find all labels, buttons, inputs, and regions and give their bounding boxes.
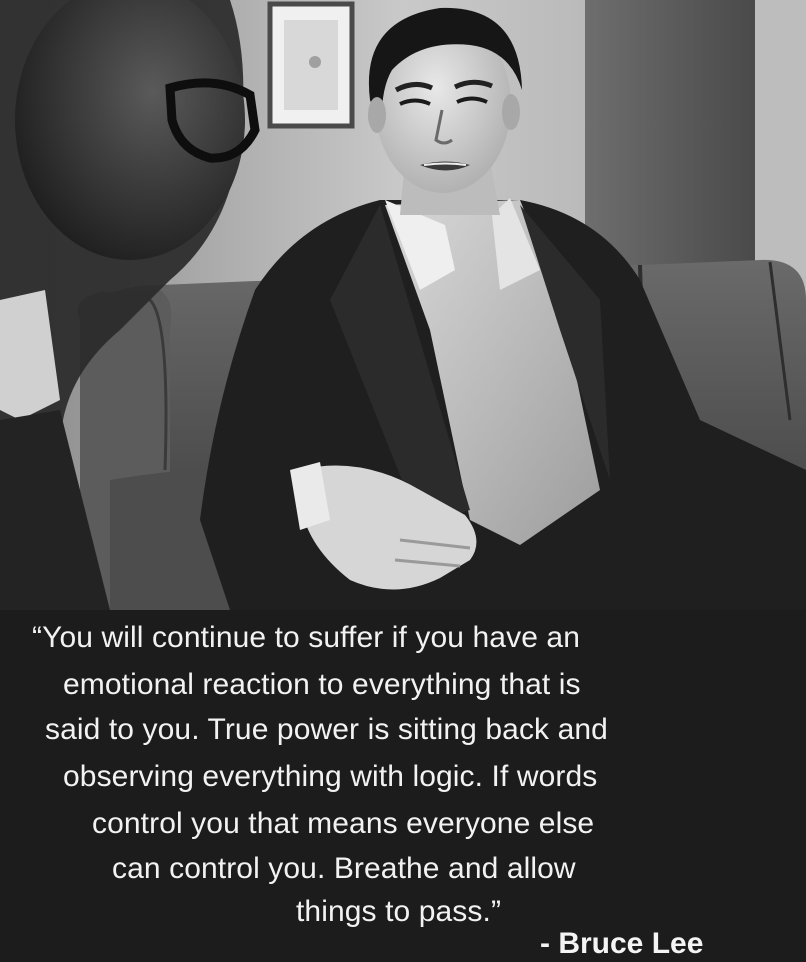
quote-line-3: said to you. True power is sitting back and: [45, 713, 608, 746]
quote-caption: [0, 610, 806, 960]
quote-line-5: control you that means everyone else: [92, 807, 595, 840]
quote-line-7: things to pass.”: [296, 895, 502, 928]
quote-line-2: emotional reaction to everything that is: [63, 668, 581, 701]
quote-author: - Bruce Lee: [540, 927, 704, 960]
quote-line-6: can control you. Breathe and allow: [112, 852, 576, 885]
quote-line-1: “You will continue to suffer if you have an: [32, 621, 580, 654]
quote-line-4: observing everything with logic. If words: [63, 760, 598, 793]
